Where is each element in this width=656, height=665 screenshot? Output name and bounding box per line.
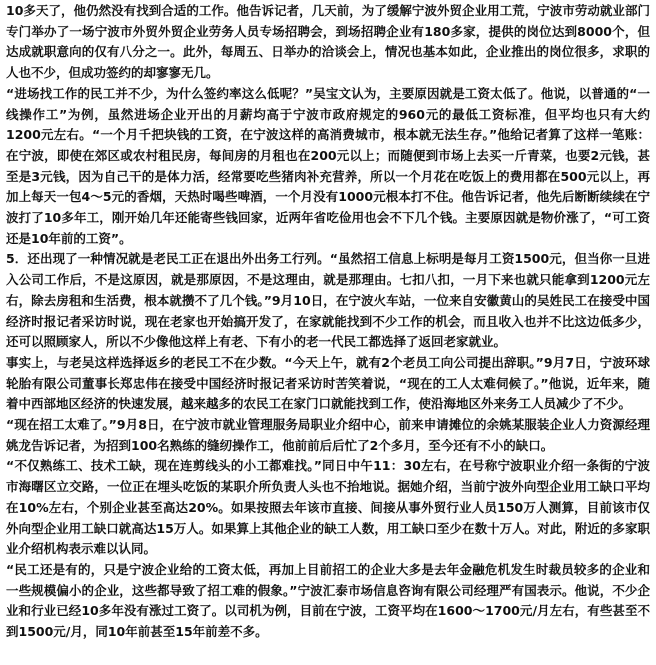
paragraph-6: “不仅熟练工、技术工缺，现在连剪线头的小工都难找。”同日中午11：30左右，在号称宁波职业介绍一条街的宁波市海曙区立交路，一位正在埋头吃饭的某职介所负责人头也不抬地说。据她介绍，当前宁波外向型企业用工缺口平均在10%左右，个别企业甚至高达20%。如果按照去年该市直接、间接从事外贸行业人员150万人测算，目前该市仅外向型企业用工缺口就高达15万人。如果算上其他企业的缺工人数，用工缺口至少在数十万人。对此，附近的多家职业介绍机构表示难以认同。 <box>6 458 650 557</box>
paragraph-2: “进场找工作的民工并不少，为什么签约率这么低呢？”吴宝文认为，主要原因就是工资太低了。他说，以普通的“一线操作工”为例，虽然进场企业开出的月薪均高于宁波市政府规定的960元的最低工资标准，但平均也只有大约1200元左右。“一个月千把块钱的工资，在宁波这样的高消费城市，根本就无法生存。”他给记者算了这样一笔账：在宁波，即使在郊区或农村租民房，每间房的月租也在200元以上；而随便到市场上去买一斤青菜，也要2元钱，甚至是3元钱，因为自己干的是体力活，经常要吃些猪肉补充营养，所以一个月花在吃饭上的费用都在500元以上，再加上每天一包4～5元的香烟，天热时喝些啤酒，一个月没有1000元根本打不住。他告诉记者，他先后断断续续在宁波打了10多年工，刚开始几年还能寄些钱回家，近两年省吃俭用也会不下几个钱。主要原因就是物价涨了，“可工资还是10年前的工资”。 <box>6 85 650 246</box>
paragraph-1: 10多天了，他仍然没有找到合适的工作。他告诉记者，几天前，为了缓解宁波外贸企业用工荒，宁波市劳动就业部门专门举办了一场宁波市外贸外贸企业劳务人员专场招聘会，到场招聘企业有180多家，提供的岗位达到8000个，但达成就职意向的仅有八分之一。此外，每周五、日举办的洽谈会上，情况也基本如此，企业推出的岗位很多，求职的人也不少，但成功签约的却寥寥无几。 <box>6 3 650 81</box>
paragraph-5: “现在招工太难了。”9月8日，在宁波市就业管理服务局职业介绍中心，前来申请摊位的余姚某服装企业人力资源经理姚龙告诉记者，为招到100名熟练的缝纫操作工，他前前后后忙了2个多月，至今还有不小的缺口。 <box>6 417 650 453</box>
paragraph-7: “民工还是有的，只是宁波企业给的工资太低，再加上目前招工的企业大多是去年金融危机发生时裁员较多的企业和一些规模偏小的企业，这些都导致了招工难的假象。”宁波汇泰市场信息咨询有限公司经理严有国表示。他说，不少企业和行业已经10多年没有涨过工资了。以司机为例，目前在宁波，工资平均在1600～1700元/月左右，有些甚至不到1500元/月，同10年前甚至15年前差不多。 <box>6 561 650 640</box>
paragraph-3: 5．还出现了一种情况就是老民工正在退出外出务工行列。“虽然招工信息上标明是每月工资1500元，但当你一旦进入公司工作后，不是这原因，就是那原因，不是这理由，就是那理由。七扣八扣，一月下来也就只能拿到1200元左右，除去房租和生活费，根本就攒不了几个钱。”9月10日，在宁波火车站，一位来自安徽黄山的吴姓民工在接受中国经济时报记者采访时说，现在老家也开始搞开发了，在家就能找到不少工作的机会，而且收入也并不比这边低多少，还可以照顾家人，所以不少像他这样上有老、下有小的老一代民工都选择了返回老家就业。 <box>6 251 650 350</box>
paragraph-4: 事实上，与老吴这样选择返乡的老民工不在少数。“今天上午，就有2个老员工向公司提出辞职。”9月7日，宁波环球轮胎有限公司董事长郑忠伟在接受中国经济时报记者采访时苦笑着说，“现在的工人太难伺候了。”他说，近年来，随着中西部地区经济的快速发展，越来越多的农民工在家门口就能找到工作，使沿海地区外来务工人员减少了不少。 <box>6 354 650 412</box>
